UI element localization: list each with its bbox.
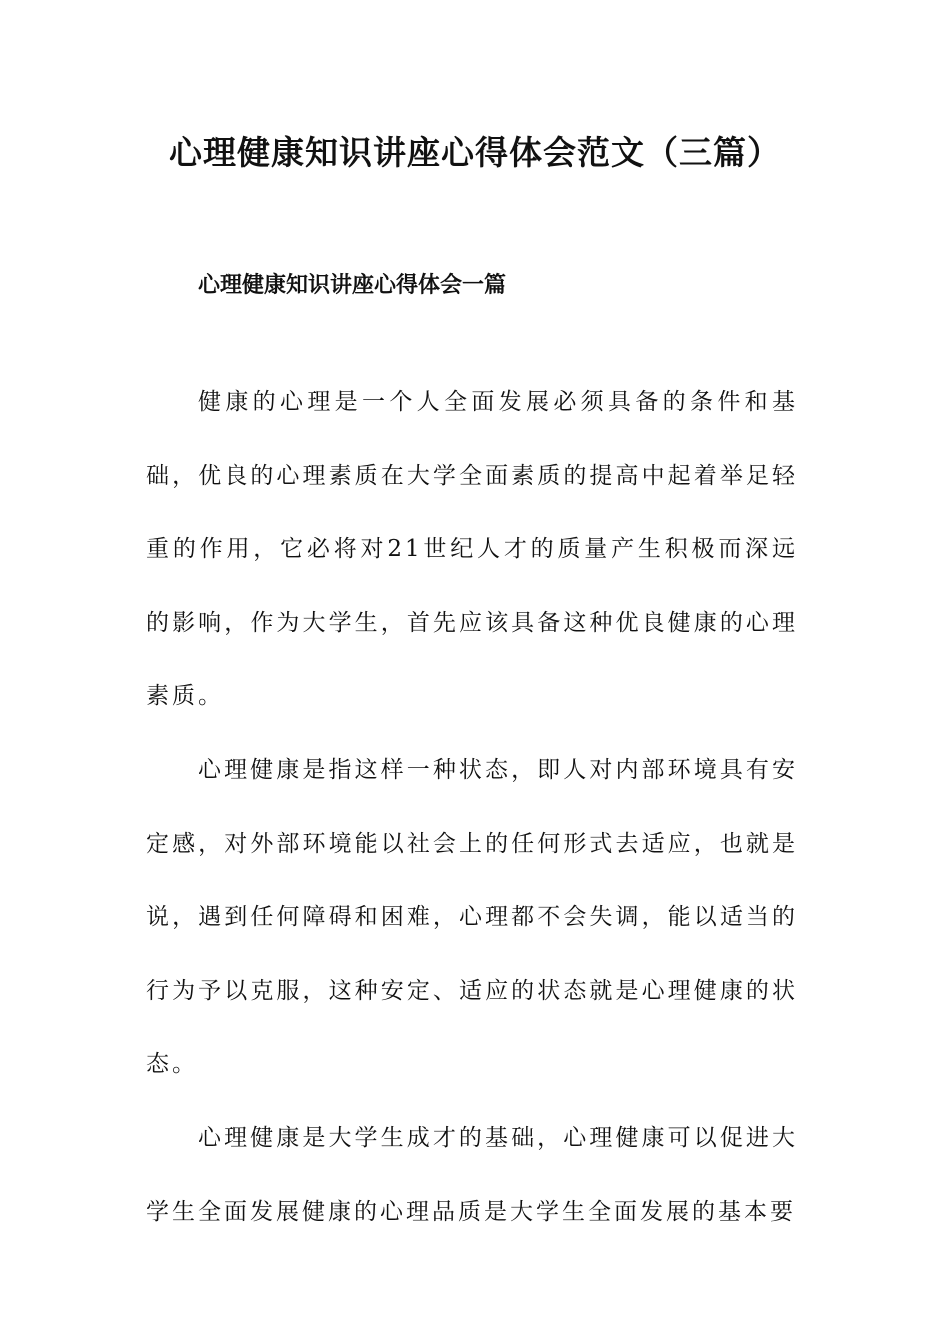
document-title: 心理健康知识讲座心得体会范文（三篇） bbox=[169, 133, 781, 172]
paragraph: 健康的心理是一个人全面发展必须具备的条件和基础，优良的心理素质在大学全面素质的提高中起着举足轻重的作用，它必将对21世纪人才的质量产生积极而深远的影响，作为大学生，首先应该具备这种优良健康的心理素质。 bbox=[146, 389, 798, 710]
section-heading: 心理健康知识讲座心得体会一篇 bbox=[198, 273, 507, 298]
document-body bbox=[146, 366, 798, 1249]
paragraph: 心理健康是大学生成才的基础，心理健康可以促进大学生全面发展健康的心理品质是大学生全面发展的基本要 bbox=[146, 1124, 798, 1225]
paragraph: 心理健康是指这样一种状态，即人对内部环境具有安定感，对外部环境能以社会上的任何形式去适应，也就是说，遇到任何障碍和困难，心理都不会失调，能以适当的行为予以克服，这种安定、适应的状态就是心理健康的状态。 bbox=[146, 756, 798, 1078]
